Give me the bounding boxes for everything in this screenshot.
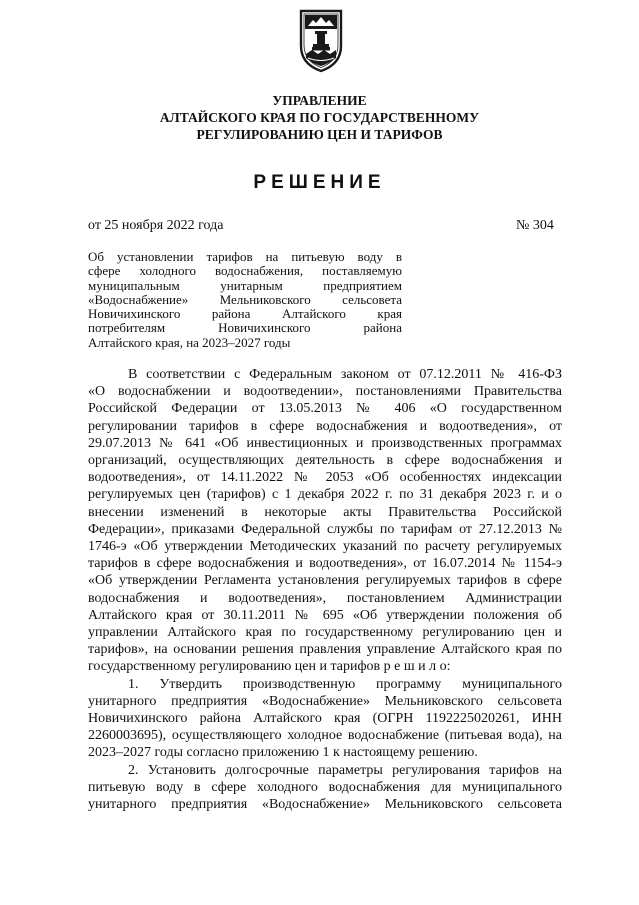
document-subject — [88, 250, 402, 350]
body-line: тарифов в сфере водоснабжения и водоотведения», от 16.07.2014 № 1154-э — [88, 556, 562, 572]
body-line: 2023–2027 годы согласно приложению 1 к настоящему решению. — [88, 745, 478, 761]
body-line: 1. Утвердить производственную программу муниципального — [128, 676, 562, 692]
body-line: 2260003695), осуществляющего холодное водоснабжение (питьевая вода), на — [88, 728, 562, 744]
altai-krai-coat-of-arms-icon — [298, 8, 344, 74]
body-line: унитарного предприятия «Водоснабжение» Мельниковского сельсовета — [88, 797, 562, 813]
body-line: 2. Установить долгосрочные параметры регулирования тарифов на — [128, 762, 562, 778]
document-body — [88, 366, 562, 813]
body-line: регулируемых цен (тарифов) с 1 декабря 2022 г. по 31 декабря 2023 г. и о — [88, 487, 562, 503]
body-line: Российской Федерации от 13.05.2013 № 406 «О государственном — [88, 401, 562, 417]
authority-line: АЛТАЙСКОГО КРАЯ ПО ГОСУДАРСТВЕННОМУ — [159, 110, 480, 125]
subject-line: «Водоснабжение» Мельниковского сельсовета — [88, 291, 402, 307]
issuing-authority — [0, 92, 639, 143]
subject-line: сфере холодного водоснабжения, поставляемую — [88, 263, 402, 279]
document-date: от 25 ноября 2022 года — [88, 218, 224, 233]
authority-line: РЕГУЛИРОВАНИЮ ЦЕН И ТАРИФОВ — [196, 127, 443, 142]
body-line: регулировании тарифов в сфере водоснабжения и водоотведения», от — [88, 418, 562, 434]
body-line: «Об утверждении Регламента установления регулируемых тарифов в сфере — [88, 573, 562, 589]
body-line: тарифов», на основании решения правления управление Алтайского края по — [88, 642, 562, 658]
subject-line: Новичихинского района Алтайского края — [88, 306, 402, 322]
body-line: управлении Алтайского края по государственному регулированию цен и — [88, 625, 562, 641]
subject-line: потребителям Новичихинского района — [88, 320, 402, 336]
body-line: водоснабжения и водоотведения», постановлением Администрации — [88, 590, 562, 606]
body-line: Федерации», приказами Федеральной службы по тарифам от 27.12.2013 № — [88, 521, 562, 537]
authority-line: УПРАВЛЕНИЕ — [272, 93, 367, 108]
body-line: «О водоснабжении и водоотведении», постановлениями Правительства — [88, 384, 562, 400]
subject-line: муниципальным унитарным предприятием — [88, 277, 402, 293]
body-line: организаций, осуществляющих деятельность в сфере водоснабжения и — [88, 453, 562, 469]
body-line: В соответствии с Федеральным законом от 07.12.2011 № 416-ФЗ — [128, 367, 562, 382]
body-line: водоотведения», от 14.11.2022 № 2053 «Об особенностях индексации — [88, 470, 562, 486]
document-number: № 304 — [516, 218, 554, 233]
subject-line: Алтайского края, на 2023–2027 годы — [88, 334, 291, 350]
document-title: РЕШЕНИЕ — [253, 172, 386, 193]
body-line: государственному регулированию цен и тарифов р е ш и л о: — [88, 659, 451, 675]
body-line: внесении изменений в некоторые акты Правительства Российской — [88, 504, 562, 520]
body-line: унитарного предприятия «Водоснабжение» Мельниковского сельсовета — [88, 693, 562, 709]
body-line: Алтайского края от 30.11.2011 № 695 «Об утверждении положения об — [88, 607, 562, 623]
body-line: питьевую воду в сфере холодного водоснабжения для муниципального — [88, 779, 562, 795]
body-line: Новичихинского района Алтайского края (ОГРН 1192225020261, ИНН — [88, 711, 562, 727]
subject-line: Об установлении тарифов на питьевую воду в — [88, 249, 402, 264]
body-line: 29.07.2013 № 641 «Об инвестиционных и производственных программах — [88, 435, 562, 451]
body-line: 1746-э «Об утверждении Методических указаний по расчету регулируемых — [88, 539, 562, 555]
